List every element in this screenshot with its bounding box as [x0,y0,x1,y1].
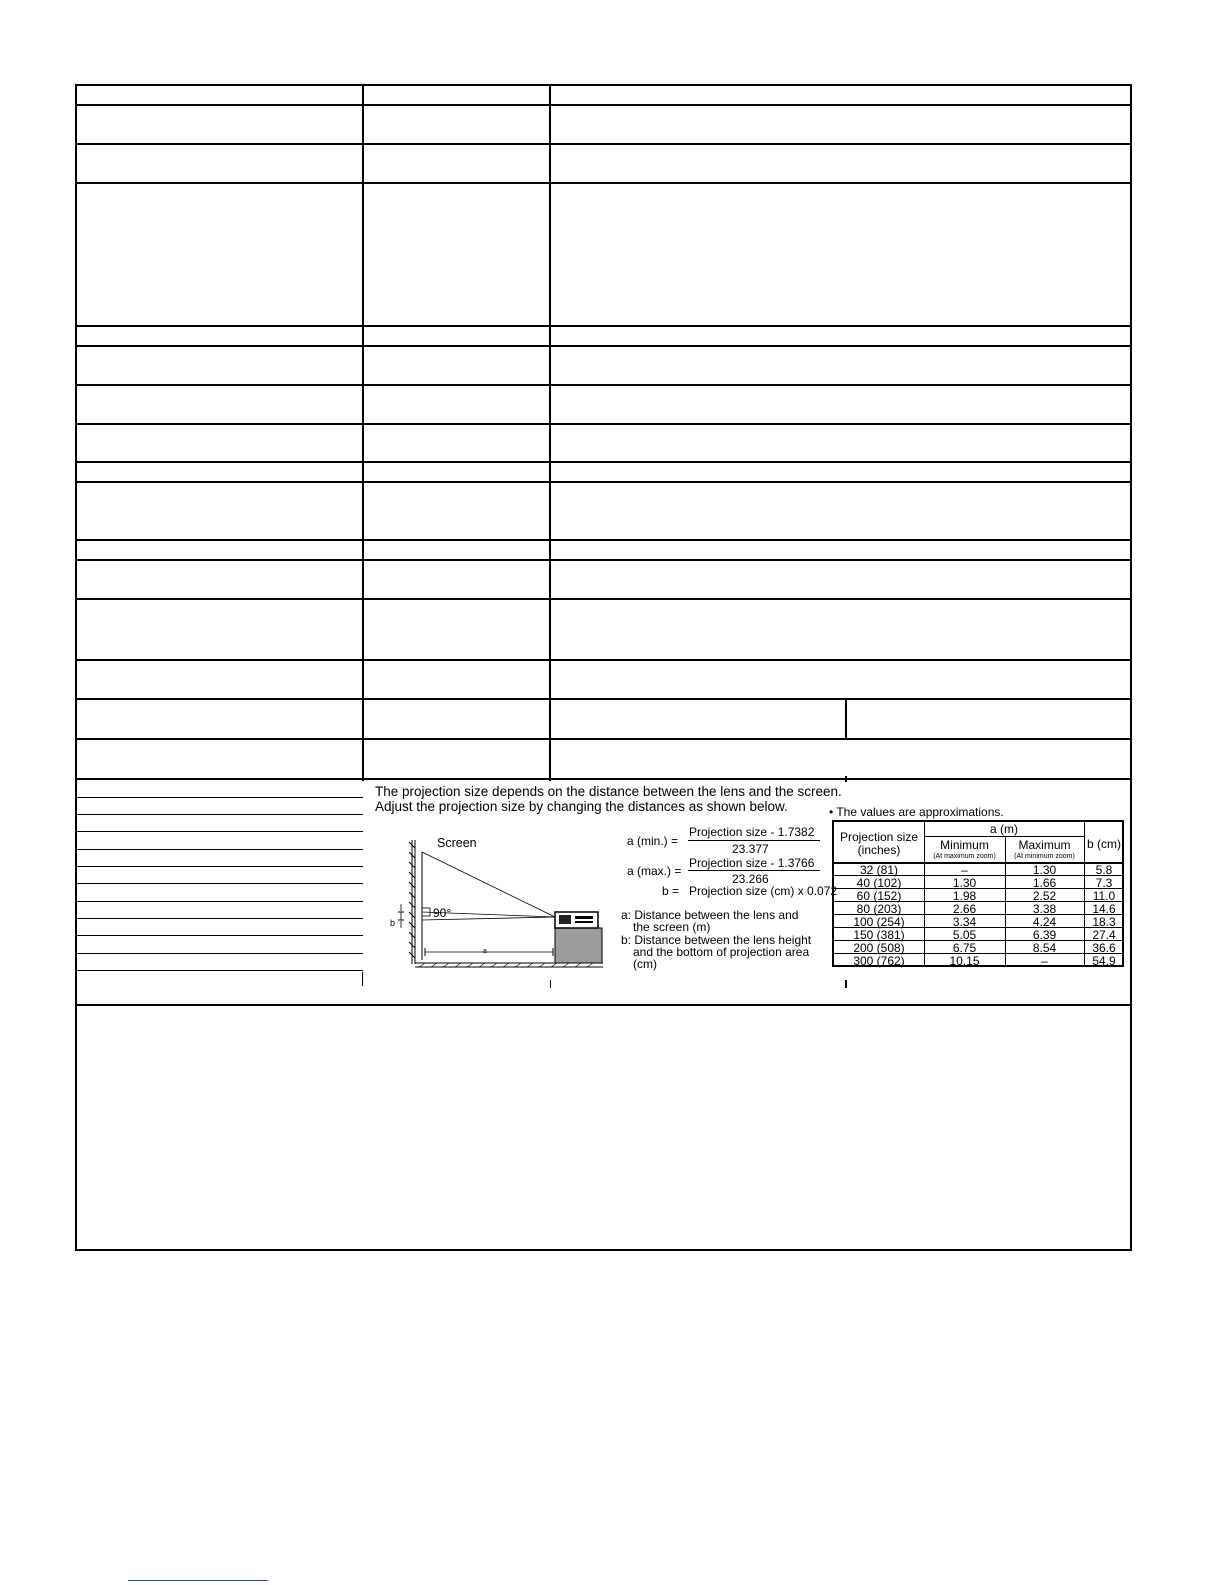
legend-b-line2: and the bottom of projection area [633,945,810,959]
tick-mark [845,980,847,988]
row-line [75,1004,1132,1006]
cell-min: 3.34 [952,915,977,929]
cell-b: 18.3 [1092,915,1116,929]
row-line [75,481,1132,483]
cell-min: 1.30 [952,876,977,890]
formula-amax-denominator: 23.266 [732,872,769,886]
b-dimension-marker: b [390,918,396,928]
left-subrow-line [75,953,363,954]
formula-amin-numerator: Projection size - 1.7382 [689,825,815,839]
row-line [75,104,1132,106]
col-header-size-line2: (inches) [857,843,901,857]
left-subrow-line [75,918,363,919]
left-subrow-line [75,797,363,798]
formula-b-rhs: Projection size (cm) x 0.072 [689,884,838,898]
legend-b-line3: (cm) [633,957,657,971]
left-subrow-line [75,935,363,936]
cell-max: 3.38 [1032,902,1057,916]
projection-side-view-figure [385,830,610,975]
cell-size: 60 (152) [856,889,902,903]
formula-b-lhs: b = [662,884,680,898]
frame-bottom [75,1249,1132,1251]
footer-link-underline[interactable] [128,1580,268,1581]
fraction-bar [688,870,820,871]
row-line [75,345,1132,347]
cell-min: 6.75 [952,941,977,955]
left-subrow-line [75,831,363,832]
cell-b: 5.8 [1095,863,1113,877]
left-subrow-line [75,901,363,902]
cell-size: 32 (81) [859,863,899,877]
cell-max: 6.39 [1032,928,1057,942]
cell-max: 8.54 [1032,941,1057,955]
cell-size: 150 (381) [853,928,905,942]
col-divider-split [845,698,847,740]
col-header-b: b (cm) [1087,837,1121,851]
intro-line-2: Adjust the projection size by changing the distances as shown below. [375,799,788,814]
col-header-minimum-sub: (At maximum zoom) [933,853,996,860]
formula-amax-lhs: a (max.) = [627,864,682,878]
cell-size: 80 (203) [856,902,902,916]
screen-label: Screen [437,836,477,850]
cell-b: 7.3 [1095,876,1113,890]
cell-size: 40 (102) [856,876,902,890]
cell-min: 1.98 [952,889,977,903]
cell-size: 200 (508) [853,941,905,955]
row-line [75,384,1132,386]
intro-line-1: The projection size depends on the distance between the lens and the screen. [375,784,842,799]
left-subrow-line [75,883,363,884]
a-dimension-marker: a [483,948,487,955]
left-subrow-line [75,814,363,815]
fraction-bar [688,840,820,841]
tick-mark [550,980,551,988]
frame-right [1130,84,1132,1251]
cell-size: 100 (254) [853,915,905,929]
cell-min: 5.05 [952,928,977,942]
tick-mark [845,776,847,782]
left-subrow-line [75,970,363,971]
row-line [75,182,1132,184]
cell-b: 11.0 [1092,889,1116,903]
frame-left [75,84,77,1251]
row-line [75,598,1132,600]
cell-b: 36.6 [1092,941,1116,955]
row-line [75,659,1132,661]
cell-max: – [1041,954,1048,968]
cell-b: 14.6 [1092,902,1116,916]
col-divider-1 [362,84,364,781]
left-subrow-line [75,849,363,850]
formula-amin-denominator: 23.377 [732,842,769,856]
row-line [75,143,1132,145]
cell-min: – [961,863,968,877]
formula-amax-numerator: Projection size - 1.3766 [689,856,815,870]
col-header-size-line1: Projection size [839,830,919,844]
cell-max: 1.66 [1032,876,1057,890]
cell-b: 27.4 [1092,928,1116,942]
col-header-minimum: Minimum [940,838,989,852]
row-line [75,778,1132,780]
row-line [75,559,1132,561]
cell-max: 1.30 [1032,863,1057,877]
left-subrow-line [75,866,363,867]
cell-b: 54.9 [1092,954,1116,968]
col-header-maximum-sub: (At minimum zoom) [1014,853,1075,860]
formula-amin-lhs: a (min.) = [627,834,679,848]
tick-mark [362,972,363,986]
table-row-line [924,836,1084,837]
row-line [75,423,1132,425]
approximation-note: • The values are approximations. [829,805,1004,819]
cell-size: 300 (762) [853,954,905,968]
cell-min: 2.66 [952,902,977,916]
angle-label: 90° [433,906,452,920]
legend-a-line2: the screen (m) [633,920,711,934]
col-header-a: a (m) [990,822,1018,836]
legend-a-line1: a: Distance between the lens and [621,908,799,922]
row-line [75,461,1132,463]
row-line [75,539,1132,541]
legend-b-line1: b: Distance between the lens height [621,933,812,947]
row-line [75,738,1132,740]
cell-max: 4.24 [1032,915,1057,929]
col-header-maximum: Maximum [1018,838,1071,852]
cell-max: 2.52 [1032,889,1057,903]
frame-top [75,84,1132,86]
row-line [75,698,1132,700]
projection-distance-table [832,820,1124,967]
row-line [75,325,1132,327]
cell-min: 10.15 [949,954,980,968]
col-divider-2 [549,84,551,781]
